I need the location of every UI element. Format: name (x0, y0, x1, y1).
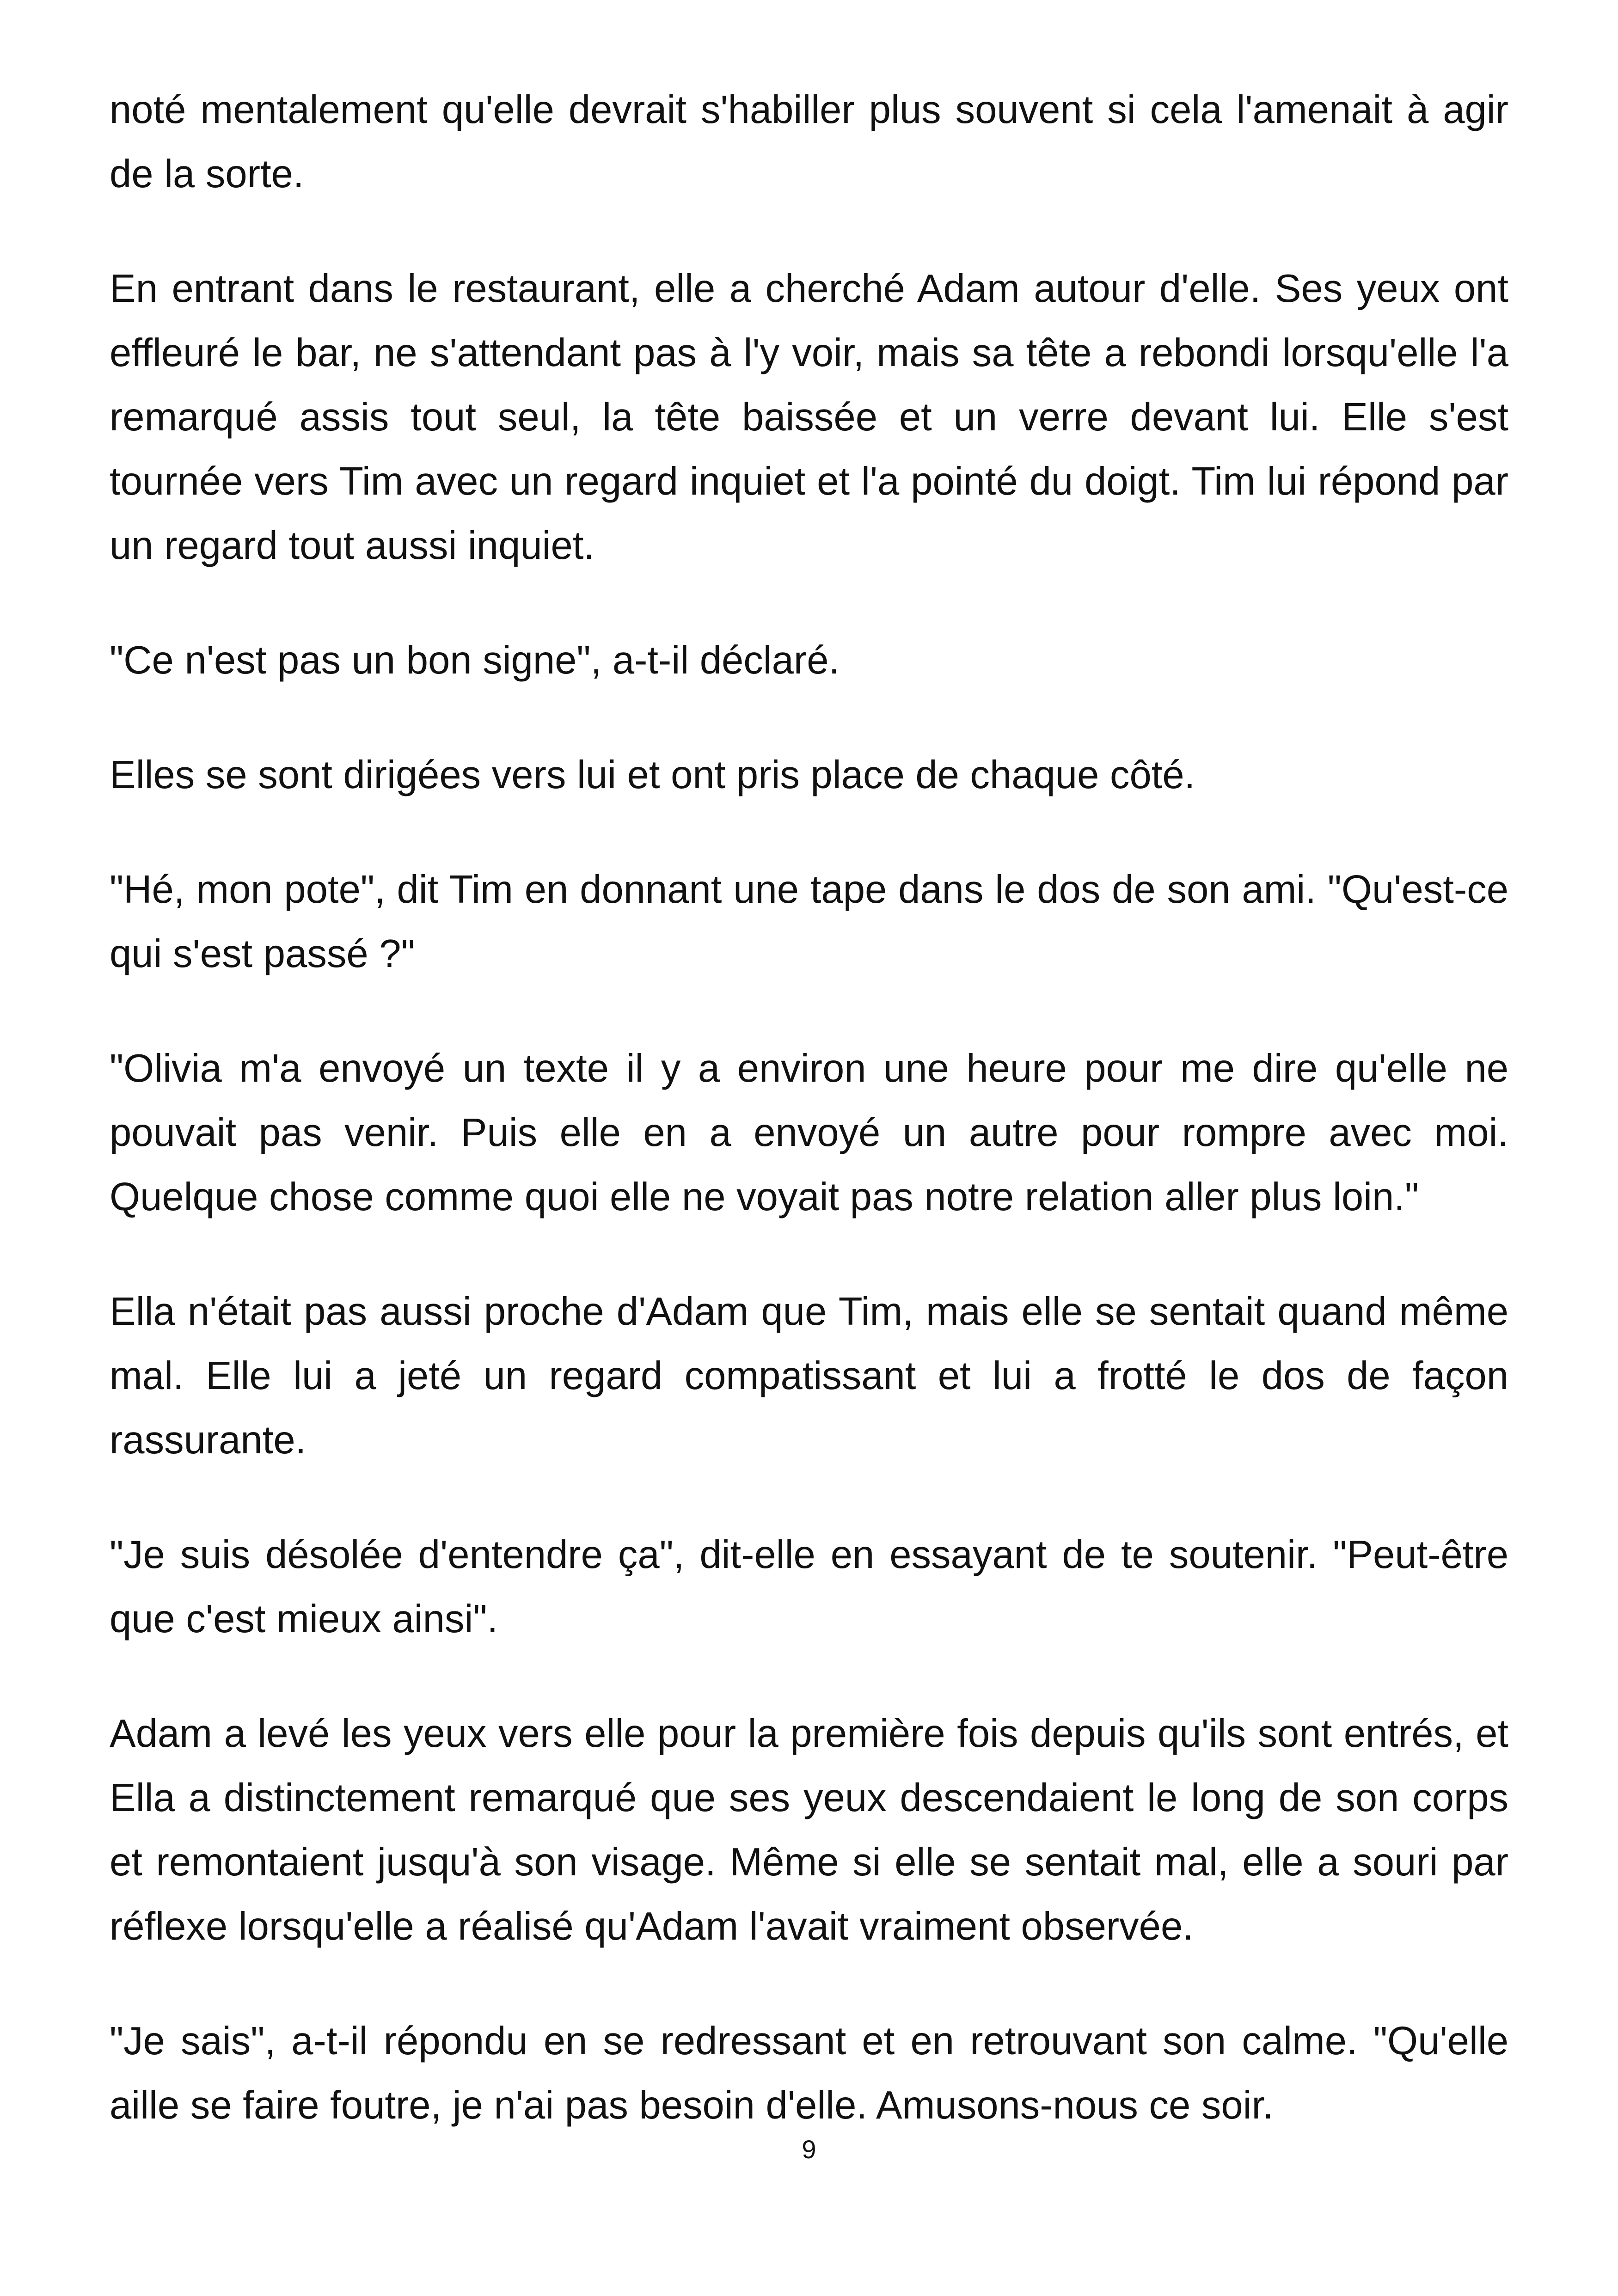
paragraph: "Ce n'est pas un bon signe", a-t-il déclaré. (110, 638, 840, 682)
page-number: 9 (802, 2135, 816, 2164)
body-text (110, 78, 1508, 2188)
paragraph: Ella n'était pas aussi proche d'Adam que Tim, mais elle se sentait quand même mal. Elle lui a jeté un regard compatissant et lui a frotté le dos de façon rassurante. (110, 1290, 1508, 1462)
paragraph: "Hé, mon pote", dit Tim en donnant une tape dans le dos de son ami. "Qu'est-ce qui s'est passé ?" (110, 868, 1508, 976)
paragraph: "Je sais", a-t-il répondu en se redressant et en retrouvant son calme. "Qu'elle aille se faire foutre, je n'ai pas besoin d'elle. Amusons-nous ce soir. (110, 2019, 1508, 2127)
paragraph: Elles se sont dirigées vers lui et ont pris place de chaque côté. (110, 753, 1195, 797)
paragraph: "Olivia m'a envoyé un texte il y a environ une heure pour me dire qu'elle ne pouvait pas venir. Puis elle en a envoyé un autre pour rompre avec moi. Quelque chose comme quoi elle ne voyait pas notre relation aller plus loin." (110, 1047, 1508, 1219)
paragraph: "Je suis désolée d'entendre ça", dit-elle en essayant de te soutenir. "Peut-être que c'est mieux ainsi". (110, 1533, 1508, 1641)
paragraph: En entrant dans le restaurant, elle a cherché Adam autour d'elle. Ses yeux ont effleuré le bar, ne s'attendant pas à l'y voir, mais sa tête a rebondi lorsqu'elle l'a remarqué assis tout seul, la tête baissée et un verre devant lui. Elle s'est tournée vers Tim avec un regard inquiet et l'a pointé du doigt. Tim lui répond par un regard tout aussi inquiet. (110, 267, 1508, 568)
paragraph: Adam a levé les yeux vers elle pour la première fois depuis qu'ils sont entrés, et Ella a distinctement remarqué que ses yeux descendaient le long de son corps et remontaient jusqu'à son visage. Même si elle se sentait mal, elle a souri par réflexe lorsqu'elle a réalisé qu'Adam l'avait vraiment observée. (110, 1712, 1508, 1948)
paragraph: noté mentalement qu'elle devrait s'habiller plus souvent si cela l'amenait à agir de la sorte. (110, 88, 1508, 196)
